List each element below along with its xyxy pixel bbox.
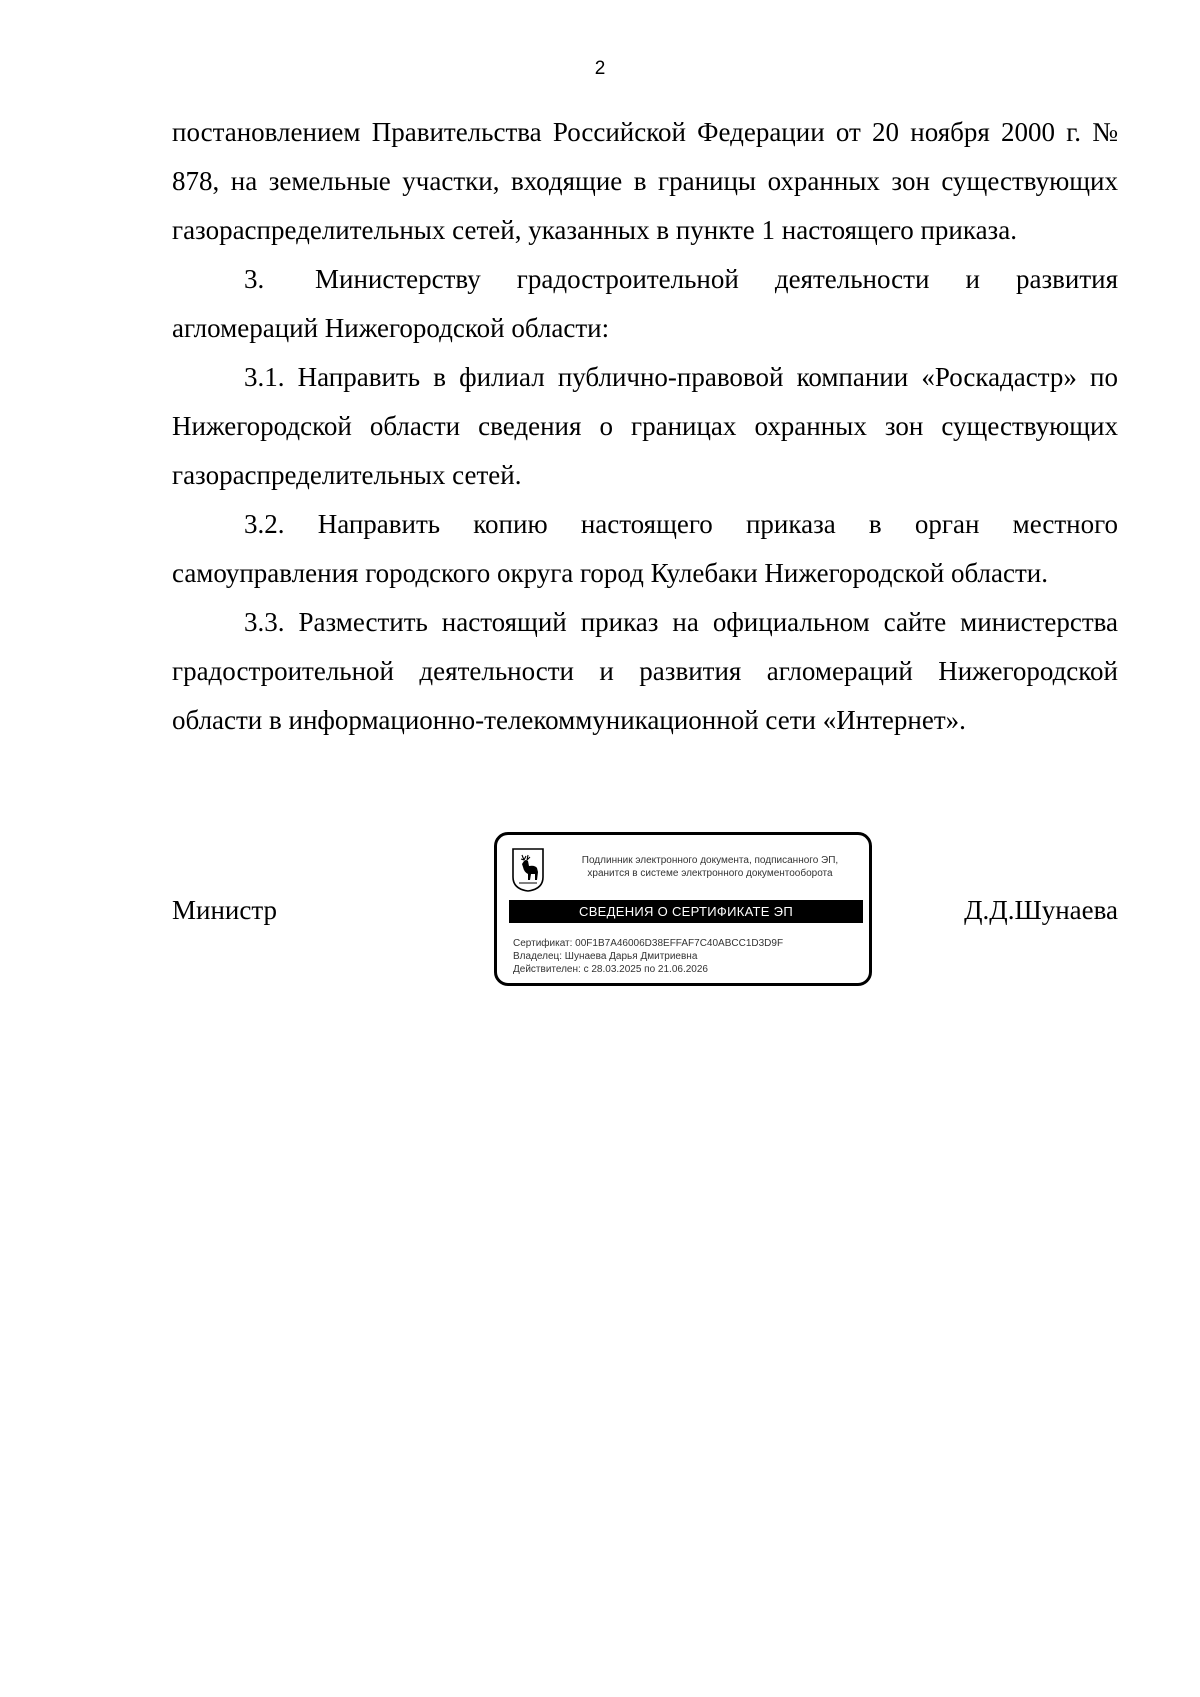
deer-emblem-icon [511, 847, 545, 893]
certificate-number: Сертификат: 00F1B7A46006D38EFFAF7C40ABCC1D3D9F [513, 938, 784, 949]
document-body [172, 108, 1118, 745]
certificate-details [513, 937, 783, 976]
certificate-owner: Владелец: Шунаева Дарья Дмитриевна [513, 951, 698, 962]
paragraph-continuation: постановлением Правительства Российской Федерации от 20 ноября 2000 г. № 878, на земельные участки, входящие в границы охранных зон существующих газораспределительных сетей, указанных в пункте 1 настоящего приказа. [172, 117, 1118, 245]
paragraph-point-3-2: 3.2. Направить копию настоящего приказа в орган местного самоуправления городского округа город Кулебаки Нижегородской области. [172, 509, 1118, 588]
signatory-name: Д.Д.Шунаева [964, 895, 1118, 925]
certificate-validity: Действителен: с 28.03.2025 по 21.06.2026 [513, 964, 708, 975]
stamp-notice [551, 854, 869, 880]
point-text: Министерству градостроительной деятельности и развития агломераций Нижегородской области: [172, 264, 1118, 343]
paragraph-point-3-1: 3.1. Направить в филиал публично-правовой компании «Роскадастр» по Нижегородской области сведения о границах охранных зон существующих газораспределительных сетей. [172, 362, 1118, 490]
stamp-notice-line-1: Подлинник электронного документа, подписанного ЭП, [581, 855, 839, 866]
signatory-position: Министр [172, 895, 277, 925]
page-number: 2 [594, 58, 606, 79]
point-number: 3. [244, 264, 265, 294]
electronic-signature-stamp [494, 832, 872, 986]
stamp-notice-line-2: хранится в системе электронного документооборота [587, 868, 833, 879]
certificate-info-header: СВЕДЕНИЯ О СЕРТИФИКАТЕ ЭП [509, 900, 863, 923]
paragraph-point-3 [172, 255, 1118, 353]
paragraph-point-3-3: 3.3. Разместить настоящий приказ на официальном сайте министерства градостроительной деятельности и развития агломераций Нижегородской области в информационно-телекоммуникационной сети «Интернет». [172, 607, 1118, 735]
